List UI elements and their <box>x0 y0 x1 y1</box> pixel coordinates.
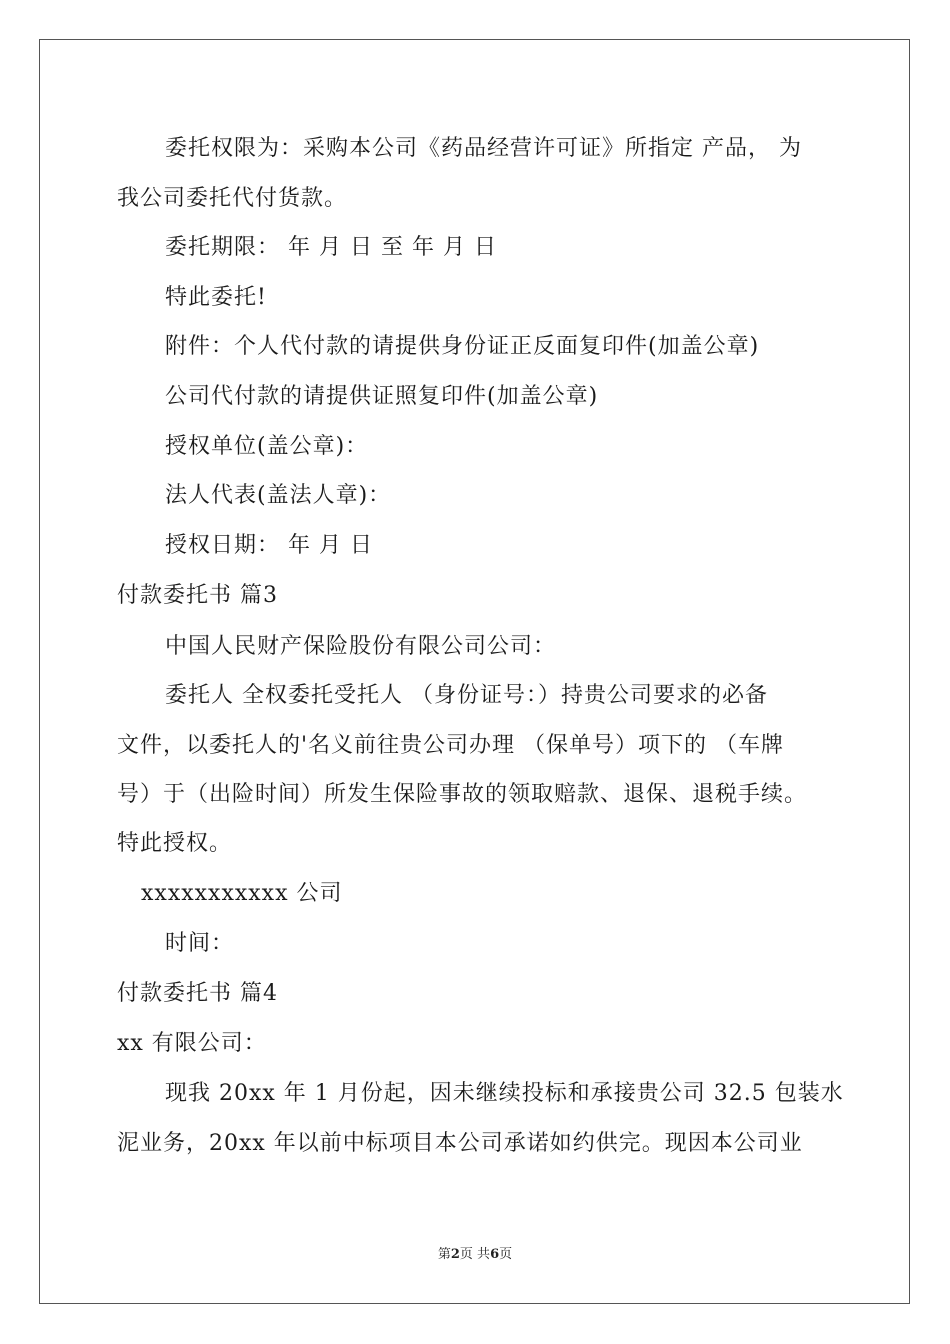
text-line: 法人代表(盖法人章)： <box>165 483 392 508</box>
text-line: 号）于（出险时间）所发生保险事故的领取赔款、退保、退税手续。 <box>117 782 808 807</box>
text-line: 特此委托! <box>165 285 267 310</box>
text-line: 现我 20xx 年 1 月份起，因未继续投标和承接贵公司 32.5 包装水 <box>165 1081 844 1106</box>
text-line: 中国人民财产保险股份有限公司公司： <box>165 634 557 659</box>
text-line: 公司代付款的请提供证照复印件(加盖公章) <box>165 384 599 409</box>
section-heading: 付款委托书 篇4 <box>117 981 278 1006</box>
text-line: 时间： <box>165 931 235 956</box>
section-heading: 付款委托书 篇3 <box>117 583 278 608</box>
text-line: 授权单位(盖公章)： <box>165 434 369 459</box>
text-line: 授权日期： 年 月 日 <box>165 533 373 558</box>
text-line: 委托期限： 年 月 日 至 年 月 日 <box>165 235 497 260</box>
text-line: 文件，以委托人的'名义前往贵公司办理 （保单号）项下的 （车牌 <box>117 733 785 758</box>
text-line: xx 有限公司： <box>117 1031 267 1056</box>
page-border <box>39 39 910 1304</box>
footer-total-pages: 6 <box>490 1247 500 1262</box>
text-line: 泥业务，20xx 年以前中标项目本公司承诺如约供完。现因本公司业 <box>117 1131 803 1156</box>
text-line: 委托权限为：采购本公司《药品经营许可证》所指定 产品， 为 <box>165 136 802 161</box>
text-line: 我公司委托代付货款。 <box>117 186 348 211</box>
text-line: xxxxxxxxxxx 公司 <box>141 881 343 906</box>
text-line: 特此授权。 <box>117 831 233 856</box>
text-line: 委托人 全权委托受托人 （身份证号：）持贵公司要求的必备 <box>165 683 768 708</box>
text-line: 附件：个人代付款的请提供身份证正反面复印件(加盖公章) <box>165 334 760 359</box>
page-footer <box>0 1247 950 1263</box>
footer-suffix: 页 <box>499 1247 513 1262</box>
footer-mid: 页 共 <box>459 1247 491 1262</box>
footer-page-number: 2 <box>450 1247 460 1262</box>
footer-prefix: 第 <box>437 1247 451 1262</box>
